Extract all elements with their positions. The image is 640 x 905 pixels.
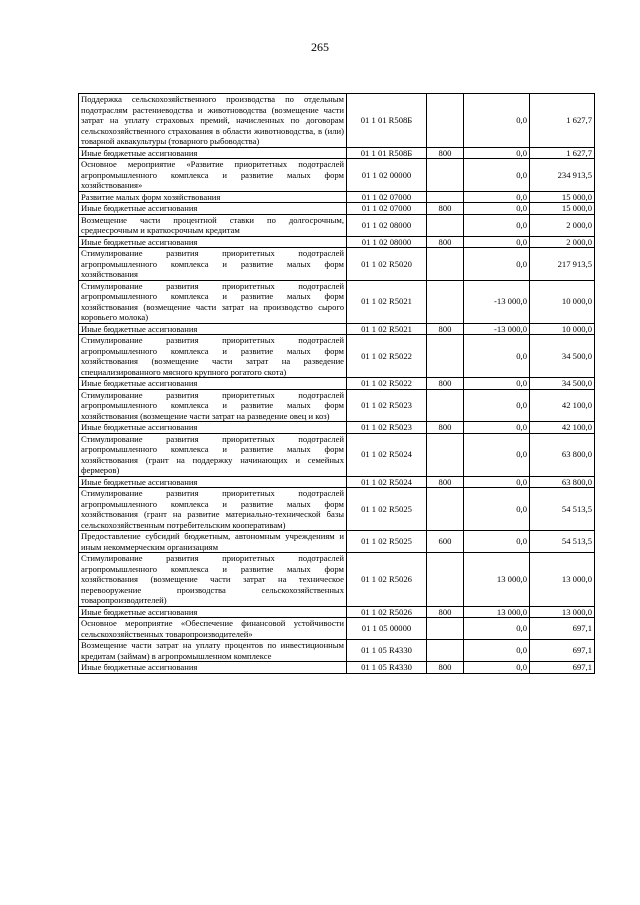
table-row (79, 335, 595, 378)
row-code: 01 1 05 R4330 (347, 662, 427, 674)
row-expense-type (427, 159, 464, 192)
row-code: 01 1 02 00000 (347, 159, 427, 192)
row-total: 2 000,0 (530, 236, 595, 248)
row-code: 01 1 01 R508Б (347, 94, 427, 148)
table-row (79, 531, 595, 553)
row-change: 0,0 (464, 640, 530, 662)
row-expense-type (427, 248, 464, 281)
row-expense-type: 800 (427, 422, 464, 434)
row-code: 01 1 05 R4330 (347, 640, 427, 662)
row-change: 0,0 (464, 147, 530, 159)
table-row (79, 606, 595, 618)
row-name: Поддержка сельскохозяйственного производства по отдельным подотраслям растениеводства и животноводства (возмещение части затрат на уплату страховых премий, начисленных по договорам сельскохозяйственного страхования в области животноводства, в (или) товарной аквакультуры (товарного рыбоводства) (79, 94, 347, 148)
row-code: 01 1 02 R5024 (347, 476, 427, 488)
row-expense-type (427, 640, 464, 662)
row-code: 01 1 02 R5021 (347, 323, 427, 335)
row-change: 0,0 (464, 378, 530, 390)
row-name: Возмещение части затрат на уплату процентов по инвестиционным кредитам (займам) в агропромышленном комплексе (79, 640, 347, 662)
row-change: -13 000,0 (464, 280, 530, 323)
row-change: 0,0 (464, 214, 530, 236)
row-name: Иные бюджетные ассигнования (79, 323, 347, 335)
row-code: 01 1 02 R5024 (347, 433, 427, 476)
row-name: Иные бюджетные ассигнования (79, 147, 347, 159)
row-change: 0,0 (464, 422, 530, 434)
row-total: 42 100,0 (530, 422, 595, 434)
table-row (79, 147, 595, 159)
row-expense-type (427, 280, 464, 323)
row-name: Иные бюджетные ассигнования (79, 378, 347, 390)
table-row (79, 203, 595, 215)
row-expense-type (427, 433, 464, 476)
row-change: 0,0 (464, 433, 530, 476)
row-code: 01 1 02 R5020 (347, 248, 427, 281)
table-row (79, 236, 595, 248)
row-total: 697,1 (530, 618, 595, 640)
row-code: 01 1 02 08000 (347, 236, 427, 248)
row-total: 15 000,0 (530, 203, 595, 215)
row-change: 0,0 (464, 531, 530, 553)
row-expense-type: 800 (427, 147, 464, 159)
row-total: 10 000,0 (530, 280, 595, 323)
row-total: 34 500,0 (530, 378, 595, 390)
row-change: 0,0 (464, 488, 530, 531)
row-total: 10 000,0 (530, 323, 595, 335)
row-code: 01 1 02 R5026 (347, 553, 427, 607)
row-change: 0,0 (464, 662, 530, 674)
table-row (79, 214, 595, 236)
row-name: Стимулирование развития приоритетных подотраслей агропромышленного комплекса и развитие малых форм хозяйствования (грант на поддержку начинающих и семейных фермеров) (79, 433, 347, 476)
row-name: Основное мероприятие «Обеспечение финансовой устойчивости сельскохозяйственных товаропроизводителей» (79, 618, 347, 640)
row-name: Стимулирование развития приоритетных подотраслей агропромышленного комплекса и развитие малых форм хозяйствования (грант на развитие материально-технической базы сельскохозяйственным потребительским кооперативам) (79, 488, 347, 531)
table-row (79, 323, 595, 335)
row-total: 1 627,7 (530, 94, 595, 148)
row-total: 13 000,0 (530, 606, 595, 618)
row-change: 0,0 (464, 389, 530, 422)
row-total: 63 800,0 (530, 476, 595, 488)
table-row (79, 618, 595, 640)
budget-table (78, 93, 595, 674)
row-total: 217 913,5 (530, 248, 595, 281)
row-change: 13 000,0 (464, 553, 530, 607)
row-name: Стимулирование развития приоритетных подотраслей агропромышленного комплекса и развитие малых форм хозяйствования (79, 248, 347, 281)
row-expense-type (427, 191, 464, 203)
row-total: 34 500,0 (530, 335, 595, 378)
row-code: 01 1 02 R5025 (347, 488, 427, 531)
row-name: Возмещение части процентной ставки по долгосрочным, среднесрочным и краткосрочным кредитам (79, 214, 347, 236)
row-name: Иные бюджетные ассигнования (79, 236, 347, 248)
row-name: Иные бюджетные ассигнования (79, 422, 347, 434)
row-change: 0,0 (464, 248, 530, 281)
table-row (79, 191, 595, 203)
row-name: Стимулирование развития приоритетных подотраслей агропромышленного комплекса и развитие малых форм хозяйствования (возмещение части затрат на производство сырого коровьего молока) (79, 280, 347, 323)
row-name: Иные бюджетные ассигнования (79, 606, 347, 618)
table-row (79, 94, 595, 148)
table-row (79, 280, 595, 323)
row-name: Предоставление субсидий бюджетным, автономным учреждениям и иным некоммерческим организациям (79, 531, 347, 553)
row-total: 63 800,0 (530, 433, 595, 476)
row-expense-type: 800 (427, 662, 464, 674)
row-name: Стимулирование развития приоритетных подотраслей агропромышленного комплекса и развитие малых форм хозяйствования (возмещение части затрат на разведение специализированного мясного крупного рогатого скота) (79, 335, 347, 378)
budget-table-body (79, 94, 595, 674)
row-total: 54 513,5 (530, 531, 595, 553)
row-expense-type: 800 (427, 606, 464, 618)
row-total: 1 627,7 (530, 147, 595, 159)
row-total: 697,1 (530, 662, 595, 674)
row-change: 0,0 (464, 618, 530, 640)
row-name: Развитие малых форм хозяйствования (79, 191, 347, 203)
row-total: 15 000,0 (530, 191, 595, 203)
row-total: 42 100,0 (530, 389, 595, 422)
table-row (79, 476, 595, 488)
row-code: 01 1 01 R508Б (347, 147, 427, 159)
row-name: Основное мероприятие «Развитие приоритетных подотраслей агропромышленного комплекса и развитие малых форм хозяйствования» (79, 159, 347, 192)
row-code: 01 1 05 00000 (347, 618, 427, 640)
row-name: Иные бюджетные ассигнования (79, 662, 347, 674)
row-code: 01 1 02 R5023 (347, 422, 427, 434)
table-row (79, 378, 595, 390)
table-row (79, 488, 595, 531)
row-expense-type (427, 94, 464, 148)
row-code: 01 1 02 07000 (347, 203, 427, 215)
row-expense-type: 600 (427, 531, 464, 553)
row-change: 13 000,0 (464, 606, 530, 618)
row-code: 01 1 02 08000 (347, 214, 427, 236)
row-name: Стимулирование развития приоритетных подотраслей агропромышленного комплекса и развитие малых форм хозяйствования (возмещение части затрат на техническое перевооружение производства сельскохозяйственных товаропроизводителей) (79, 553, 347, 607)
row-code: 01 1 02 R5022 (347, 378, 427, 390)
row-expense-type: 800 (427, 378, 464, 390)
row-change: -13 000,0 (464, 323, 530, 335)
row-change: 0,0 (464, 191, 530, 203)
row-expense-type: 800 (427, 236, 464, 248)
row-expense-type: 800 (427, 323, 464, 335)
row-code: 01 1 02 R5023 (347, 389, 427, 422)
row-total: 234 913,5 (530, 159, 595, 192)
row-total: 2 000,0 (530, 214, 595, 236)
row-change: 0,0 (464, 203, 530, 215)
row-change: 0,0 (464, 476, 530, 488)
row-change: 0,0 (464, 94, 530, 148)
row-total: 697,1 (530, 640, 595, 662)
table-row (79, 159, 595, 192)
table-row (79, 553, 595, 607)
table-row (79, 433, 595, 476)
table-row (79, 662, 595, 674)
row-expense-type: 800 (427, 476, 464, 488)
row-expense-type (427, 389, 464, 422)
row-code: 01 1 02 R5026 (347, 606, 427, 618)
row-expense-type (427, 553, 464, 607)
row-total: 13 000,0 (530, 553, 595, 607)
row-change: 0,0 (464, 335, 530, 378)
row-name: Иные бюджетные ассигнования (79, 476, 347, 488)
table-row (79, 640, 595, 662)
row-change: 0,0 (464, 159, 530, 192)
row-name: Иные бюджетные ассигнования (79, 203, 347, 215)
row-expense-type (427, 488, 464, 531)
row-name: Стимулирование развития приоритетных подотраслей агропромышленного комплекса и развитие малых форм хозяйствования (возмещение части затрат на разведение овец и коз) (79, 389, 347, 422)
row-total: 54 513,5 (530, 488, 595, 531)
row-code: 01 1 02 R5021 (347, 280, 427, 323)
row-change: 0,0 (464, 236, 530, 248)
table-row (79, 248, 595, 281)
table-row (79, 389, 595, 422)
row-code: 01 1 02 07000 (347, 191, 427, 203)
row-expense-type (427, 618, 464, 640)
row-expense-type (427, 335, 464, 378)
row-code: 01 1 02 R5022 (347, 335, 427, 378)
page-number: 265 (311, 40, 329, 54)
table-row (79, 422, 595, 434)
row-expense-type: 800 (427, 203, 464, 215)
row-expense-type (427, 214, 464, 236)
row-code: 01 1 02 R5025 (347, 531, 427, 553)
